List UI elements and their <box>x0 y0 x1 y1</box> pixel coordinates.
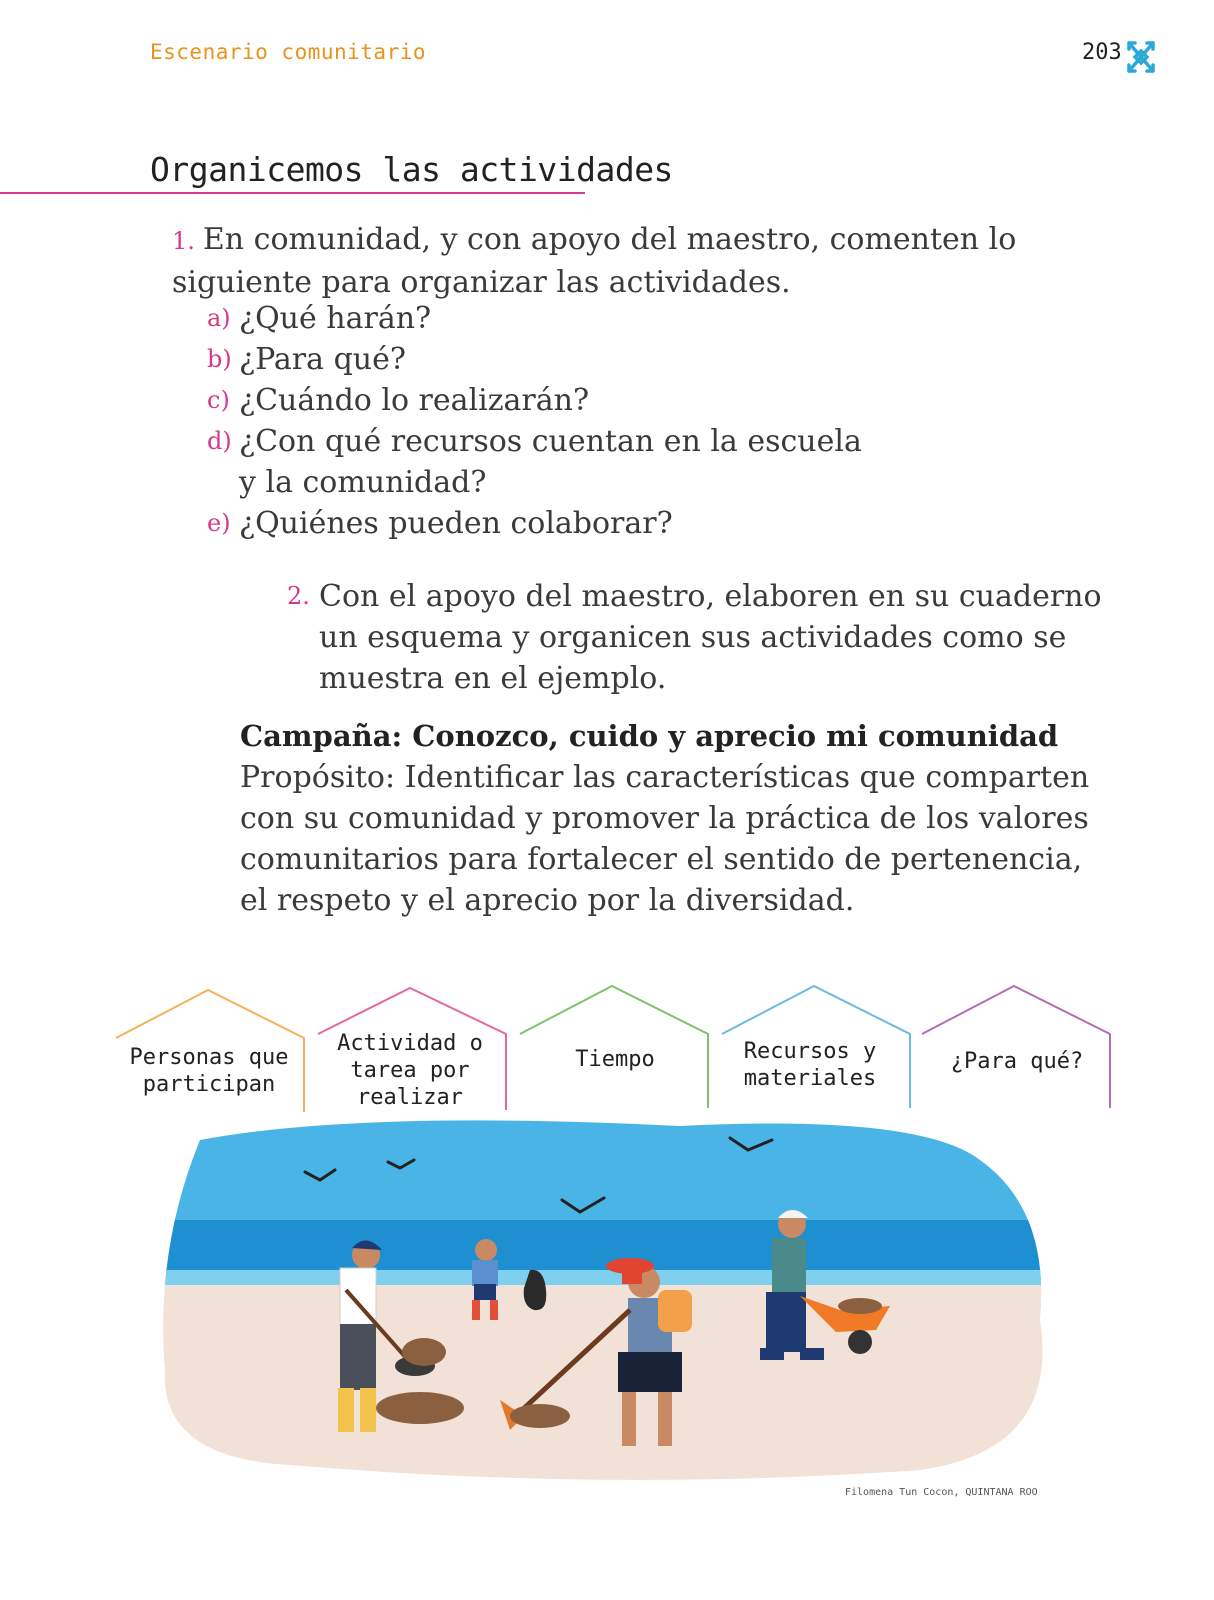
question-2 <box>287 576 1107 699</box>
beach-cleanup-illustration <box>160 1120 1060 1480</box>
question-1 <box>172 219 1052 303</box>
list-item <box>207 380 879 421</box>
list-item-letter: e) <box>207 509 231 537</box>
diagram-box-actividad: Actividad o tarea por realizar <box>337 1031 483 1110</box>
list-item-letter: d) <box>207 427 232 455</box>
diagram-box-personas: Personas que participan <box>129 1045 289 1097</box>
list-item <box>207 298 879 339</box>
question-1-sublist <box>207 298 879 544</box>
section-title-rule <box>0 192 585 194</box>
question-2-number: 2. <box>287 582 310 610</box>
list-item-letter: b) <box>207 345 232 373</box>
list-item-letter: c) <box>207 386 230 414</box>
question-2-text: Con el apoyo del maestro, elaboren en su cuaderno un esquema y organicen sus actividades como se muestra en el ejemplo. <box>319 579 1102 696</box>
list-item-text: ¿Con qué recursos cuentan en la escuela y la comunidad? <box>239 424 862 500</box>
snowflake-cross-icon <box>1124 38 1158 76</box>
list-item-text: ¿Qué harán? <box>239 301 432 336</box>
diagram-box-recursos: Recursos y materiales <box>743 1039 877 1091</box>
list-item-text: ¿Para qué? <box>239 342 406 377</box>
campaign-purpose: Propósito: Identificar las características que comparten con su comunidad y promover la práctica de los valores comunitarios para fortalecer el sentido de pertenencia, el respeto y el aprecio por la diversidad. <box>240 760 1090 918</box>
list-item <box>207 503 879 544</box>
campaign-title: Campaña: Conozco, cuido y aprecio mi comunidad <box>240 719 1059 753</box>
list-item <box>207 339 879 380</box>
question-1-number: 1. <box>172 227 195 255</box>
diagram-box-para-que: ¿Para qué? <box>950 1049 1084 1074</box>
header-section-label: Escenario comunitario <box>150 40 427 64</box>
list-item-text: ¿Cuándo lo realizarán? <box>239 383 590 418</box>
section-title: Organicemos las actividades <box>150 150 673 189</box>
list-item-text: ¿Quiénes pueden colaborar? <box>239 506 673 541</box>
page-number: 203 <box>1082 40 1122 65</box>
campaign-block <box>240 716 1090 921</box>
list-item <box>207 421 879 503</box>
illustration-credit: Filomena Tun Cocon, QUINTANA ROO <box>845 1487 1038 1498</box>
house-outline-para-que <box>922 986 1110 1108</box>
diagram-box-tiempo: Tiempo <box>575 1047 655 1072</box>
list-item-letter: a) <box>207 304 231 332</box>
question-1-text: En comunidad, y con apoyo del maestro, comenten lo siguiente para organizar las actividades. <box>172 222 1017 300</box>
organizer-diagram <box>110 980 1120 1120</box>
